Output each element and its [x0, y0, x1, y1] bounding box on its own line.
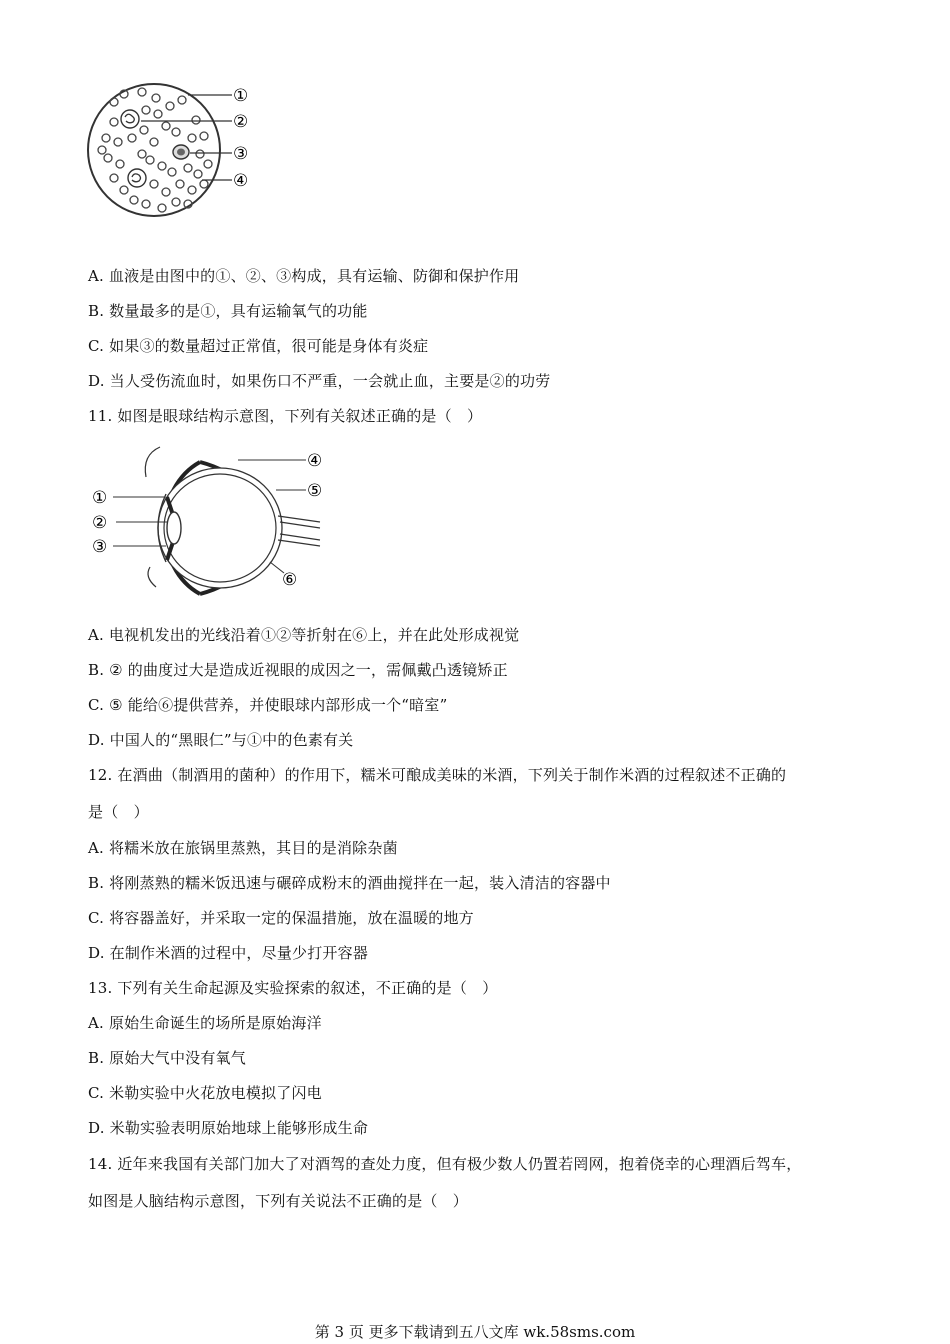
q12-stem-line1: 12. 在酒曲（制酒用的菌种）的作用下，糯米可酿成美味的米酒，下列关于制作米酒的过程叙述不正确的: [88, 766, 787, 784]
q10-option-c: C. 如果③的数量超过正常值，很可能是身体有炎症: [88, 337, 429, 355]
blood-smear-figure: [84, 80, 264, 225]
eye-label-5: ⑤: [307, 481, 323, 501]
q14-stem-line2: 如图是人脑结构示意图，下列有关说法不正确的是（ ）: [88, 1192, 469, 1210]
q13-option-d: D. 米勒实验表明原始地球上能够形成生命: [88, 1119, 369, 1137]
eye-label-4: ④: [307, 451, 323, 471]
q14-stem-line1: 14. 近年来我国有关部门加大了对酒驾的查处力度，但有极少数人仍置若罔网，抱着侥幸的心理酒后驾车，: [88, 1155, 802, 1173]
q13-option-c: C. 米勒实验中火花放电模拟了闪电: [88, 1084, 322, 1102]
q10-option-b: B. 数量最多的是①，具有运输氧气的功能: [88, 302, 368, 320]
q12-option-b: B. 将刚蒸熟的糯米饭迅速与碾碎成粉末的酒曲搅拌在一起，装入清洁的容器中: [88, 874, 611, 892]
q13-stem: 13. 下列有关生命起源及实验探索的叙述，不正确的是（ ）: [88, 979, 498, 997]
eye-label-1: ①: [92, 488, 108, 508]
q10-option-a: A. 血液是由图中的①、②、③构成，具有运输、防御和保护作用: [88, 267, 520, 285]
eye-label-6: ⑥: [282, 570, 298, 590]
q10-option-d: D. 当人受伤流血时，如果伤口不严重，一会就止血，主要是②的功劳: [88, 372, 551, 390]
eye-label-3: ③: [92, 537, 108, 557]
q11-option-a: A. 电视机发出的光线沿着①②等折射在⑥上，并在此处形成视觉: [88, 626, 520, 644]
page-footer: 第 3 页 更多下载请到五八文库 wk.58sms.com: [314, 1323, 636, 1341]
blood-label-3: ③: [233, 144, 249, 164]
q11-option-d: D. 中国人的“黑眼仁”与①中的色素有关: [88, 731, 354, 749]
q11-stem: 11. 如图是眼球结构示意图，下列有关叙述正确的是（ ）: [88, 407, 483, 425]
eyeball-figure: [88, 442, 338, 602]
q12-option-d: D. 在制作米酒的过程中，尽量少打开容器: [88, 944, 369, 962]
blood-label-4: ④: [233, 171, 249, 191]
q12-option-c: C. 将容器盖好，并采取一定的保温措施，放在温暖的地方: [88, 909, 474, 927]
q12-option-a: A. 将糯米放在旅锅里蒸熟，其目的是消除杂菌: [88, 839, 398, 857]
q11-option-b: B. ② 的曲度过大是造成近视眼的成因之一，需佩戴凸透镜矫正: [88, 661, 508, 679]
q13-option-b: B. 原始大气中没有氧气: [88, 1049, 246, 1067]
eye-label-2: ②: [92, 513, 108, 533]
blood-label-1: ①: [233, 86, 249, 106]
q12-stem-line2: 是（ ）: [88, 803, 149, 821]
q13-option-a: A. 原始生命诞生的场所是原始海洋: [88, 1014, 322, 1032]
q11-option-c: C. ⑤ 能给⑥提供营养，并使眼球内部形成一个“暗室”: [88, 696, 448, 714]
blood-label-2: ②: [233, 112, 249, 132]
